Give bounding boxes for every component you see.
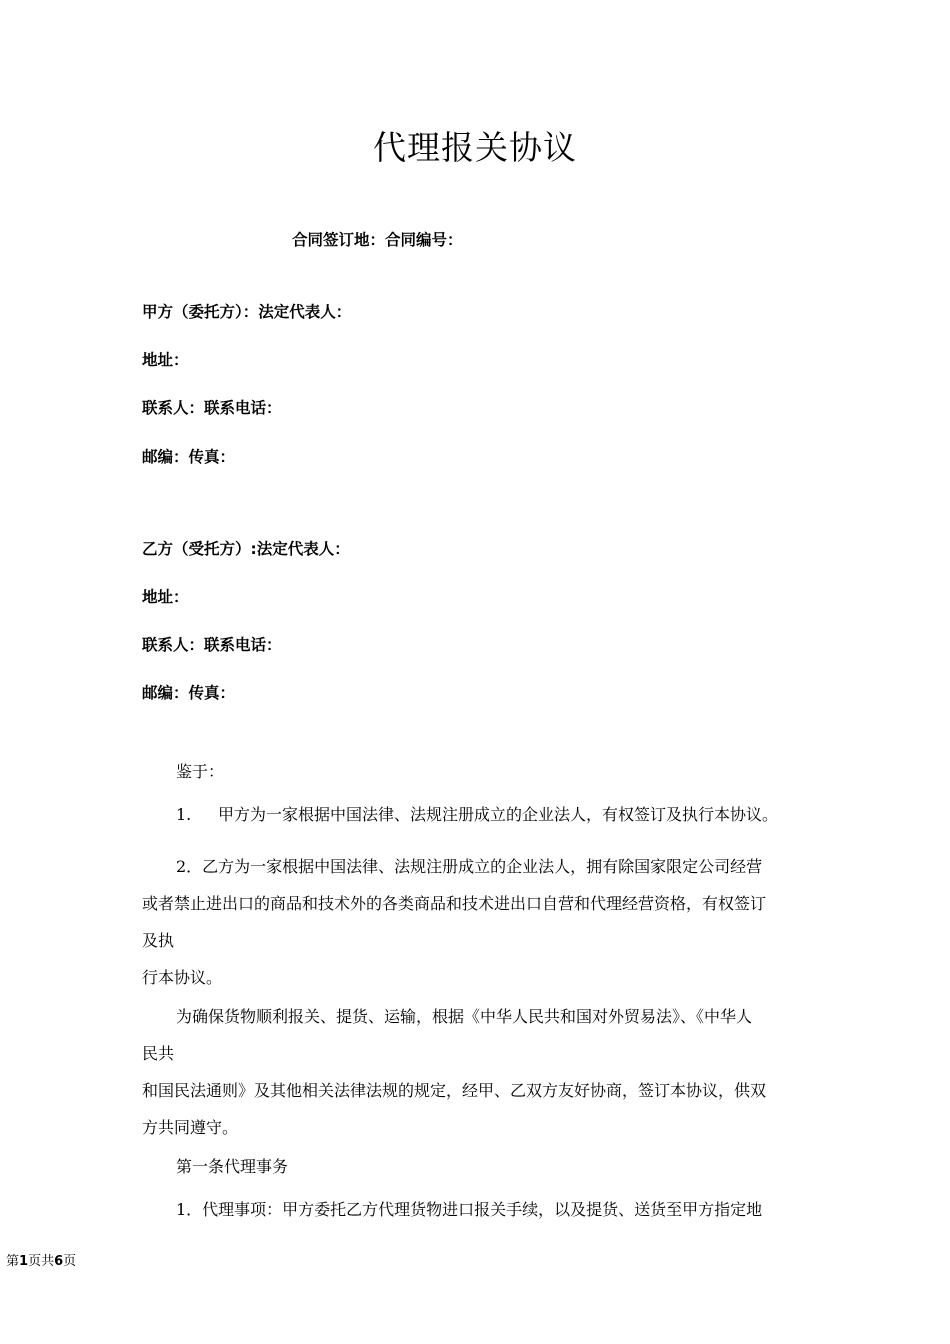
current-page-number: 1 — [19, 1254, 29, 1269]
footer-suffix: 页 — [63, 1254, 77, 1269]
sign-place-and-number: 合同签订地：合同编号： — [292, 231, 463, 249]
party-a-address: 地址： — [142, 351, 189, 369]
clause-1 — [142, 803, 844, 827]
party-b-contact: 联系人：联系电话： — [142, 636, 282, 654]
clause-2-line: 行本协议。 — [142, 968, 223, 987]
clause-2-line: 及执 — [142, 931, 175, 950]
clause-2-line: 2．乙方为一家根据中国法律、法规注册成立的企业法人，拥有除国家限定公司经营 — [176, 857, 763, 876]
clause-1-text: 甲方为一家根据中国法律、法规注册成立的企业法人，有权签订及执行本协议。 — [218, 805, 779, 824]
footer-prefix: 第 — [6, 1254, 20, 1269]
purpose-line: 为确保货物顺利报关、提货、运输，根据《中华人民共和国对外贸易法》、《中华人 — [176, 1007, 753, 1026]
purpose-line: 民共 — [142, 1044, 175, 1063]
party-a-postal-fax: 邮编：传真： — [142, 448, 236, 466]
party-a-contact: 联系人：联系电话： — [142, 399, 282, 417]
page-footer — [6, 1252, 76, 1272]
total-page-count: 6 — [54, 1254, 64, 1269]
document-title: 代理报关协议 — [373, 128, 577, 167]
article-1-title: 第一条代理事务 — [176, 1157, 289, 1176]
whereas-heading: 鉴于： — [176, 762, 225, 781]
party-a-heading: 甲方（委托方）：法定代表人： — [142, 303, 352, 321]
purpose-line: 和国民法通则》及其他相关法律法规的规定，经甲、乙双方友好协商，签订本协议，供双 — [142, 1081, 767, 1100]
party-b-heading: 乙方（受托方）:法定代表人： — [142, 540, 350, 558]
purpose-line: 方共同遵守。 — [142, 1118, 239, 1137]
party-b-postal-fax: 邮编：传真： — [142, 684, 236, 702]
footer-middle: 页共 — [28, 1254, 55, 1269]
clause-2-line: 或者禁止进出口的商品和技术外的各类商品和技术进出口自营和代理经营资格，有权签订 — [142, 894, 767, 913]
article-1-item-1: 1．代理事项：甲方委托乙方代理货物进口报关手续，以及提货、送货至甲方指定地 — [176, 1200, 763, 1219]
clause-1-number: 1. — [176, 805, 192, 824]
party-b-address: 地址： — [142, 588, 189, 606]
